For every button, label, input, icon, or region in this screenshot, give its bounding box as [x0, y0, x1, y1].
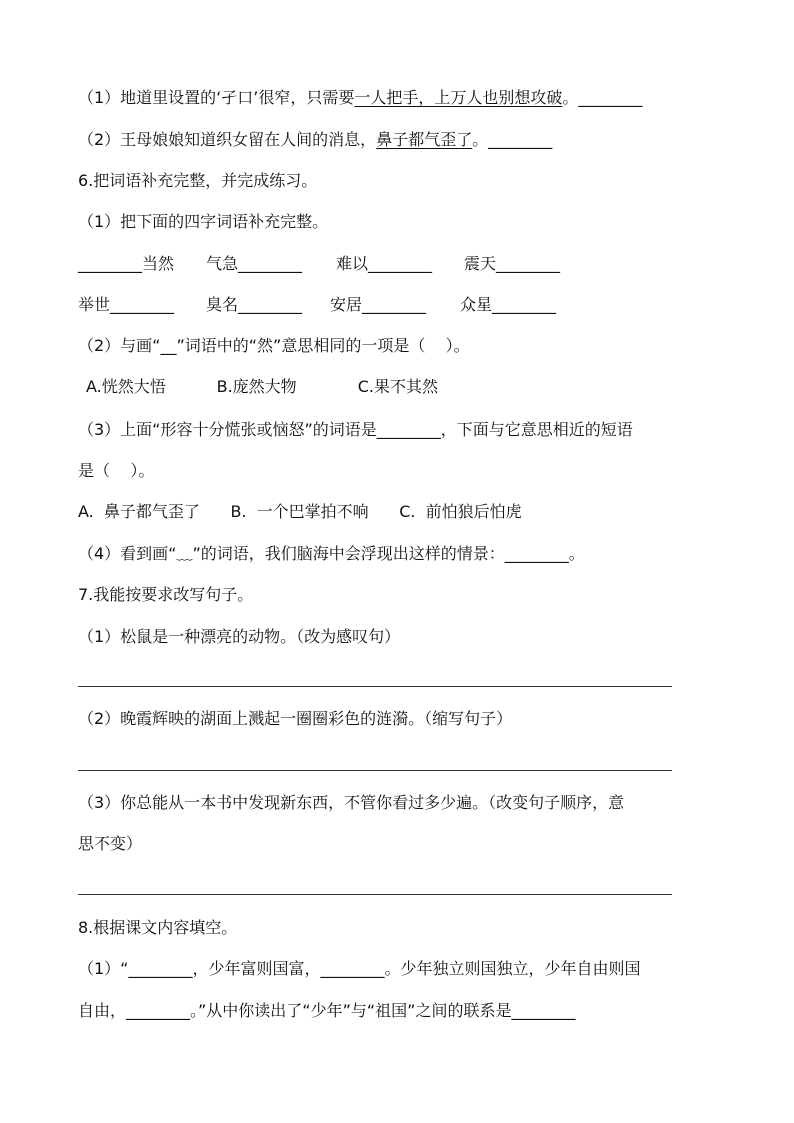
q5-item-2-underlined: 鼻子都气歪了 — [376, 130, 473, 149]
q6-word-4: 震天________ — [464, 254, 561, 273]
q6-word-5: 举世________ — [78, 295, 175, 314]
q6-title: 6.把词语补充完整，并完成练习。 — [78, 171, 318, 190]
q5-item-2 — [78, 129, 552, 151]
q6-part-4: （4）看到画“﹏”的词语，我们脑海中会浮现出这样的情景：________。 — [78, 544, 585, 563]
q7-title: 7.我能按要求改写句子。 — [78, 585, 254, 604]
q5-item-1-text: （1）地道里设置的‘孑口’很窄，只需要 — [78, 88, 355, 107]
q6-part-3-line-2: 是（ ）。 — [78, 461, 155, 480]
q6-word-row-2 — [78, 294, 556, 316]
q7-part-2: （2）晚霞辉映的湖面上溅起一圈圈彩色的涟漪。（缩写句子） — [78, 709, 513, 728]
q5-item-1-underlined: 一人把手，上万人也别想攻破 — [354, 88, 563, 107]
q6-part-2: （2）与画“__”词语中的“然”意思相同的一项是（ ）。 — [78, 336, 470, 355]
q5-item-1-blank: 。________ — [562, 88, 643, 107]
q7-part-3-line-2: 思不变） — [78, 834, 143, 853]
q6-word-7: 安居________ — [330, 295, 427, 314]
q7-part-3-line-1: （3）你总能从一本书中发现新东西，不管你看过多少遍。（改变句子顺序，意 — [78, 793, 625, 812]
q7-answer-line-2[interactable] — [78, 770, 672, 771]
q8-part-1-line-1: （1）“________，少年富则国富，________。少年独立则国独立，少年自由则国 — [78, 959, 641, 978]
q5-item-1 — [78, 87, 642, 109]
q7-answer-line-1[interactable] — [78, 686, 672, 687]
q6-word-3: 难以________ — [336, 254, 433, 273]
q5-item-2-text: （2）王母娘娘知道织女留在人间的消息， — [78, 130, 377, 149]
q8-part-1-line-2: 自由，________。”从中你读出了“少年”与“祖国”之间的联系是________ — [78, 1001, 576, 1020]
q6-word-1: ________当然 — [78, 254, 175, 273]
q6-word-row-1 — [78, 253, 560, 275]
q6-part-2-options: A.恍然大悟 B.庞然大物 C.果不其然 — [86, 377, 438, 396]
q6-part-3-line-1: （3）上面“形容十分慌张或恼怒”的词语是________，下面与它意思相近的短语 — [78, 420, 633, 439]
q6-word-2: 气急________ — [206, 254, 303, 273]
q5-item-2-blank: 。________ — [472, 130, 553, 149]
q6-word-6: 臭名________ — [206, 295, 303, 314]
q7-part-1: （1）松鼠是一种漂亮的动物。（改为感叹句） — [78, 627, 401, 646]
q6-word-8: 众星________ — [460, 295, 557, 314]
q6-part-1: （1）把下面的四字词语补充完整。 — [78, 212, 329, 231]
q8-title: 8.根据课文内容填空。 — [78, 918, 238, 937]
q6-part-3-options: A. 鼻子都气歪了 B. 一个巴掌拍不响 C. 前怕狼后怕虎 — [78, 502, 522, 521]
q7-answer-line-3[interactable] — [78, 894, 672, 895]
